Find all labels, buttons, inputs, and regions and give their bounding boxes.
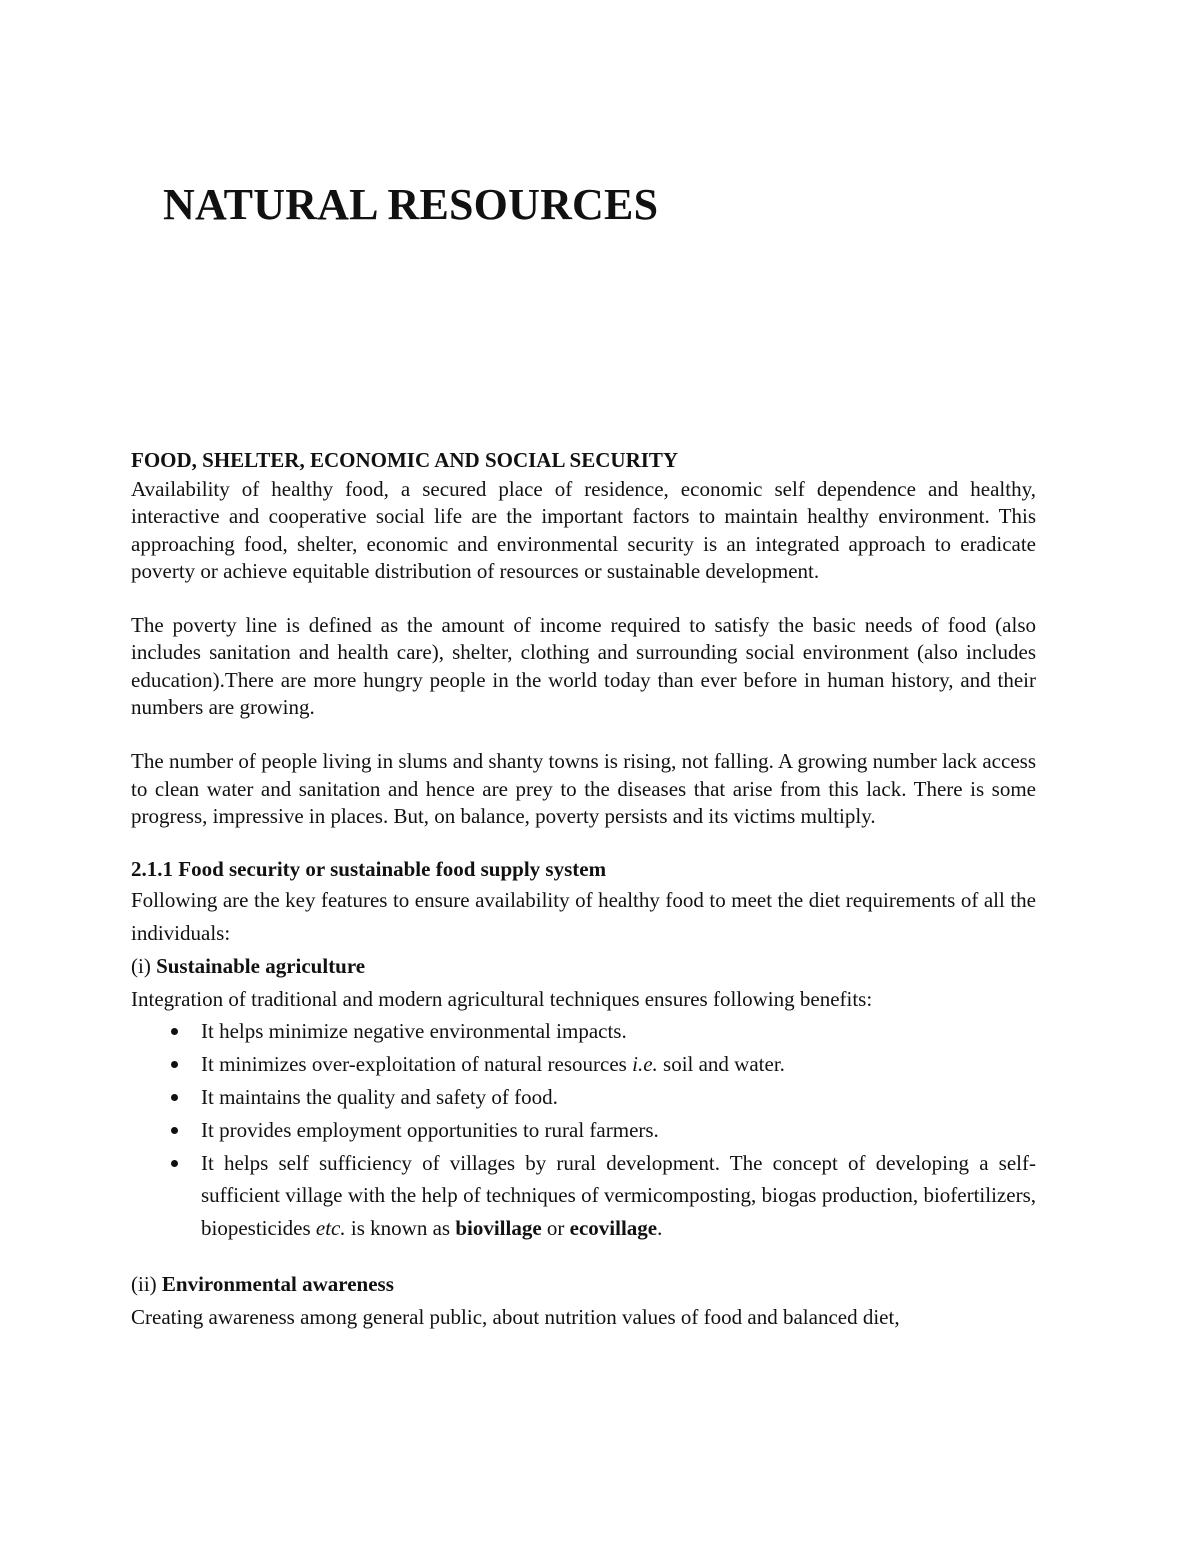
list-item: It helps minimize negative environmental impacts. (131, 1015, 1036, 1048)
list-item: It minimizes over-exploitation of natural resources i.e. soil and water. (131, 1048, 1036, 1081)
paragraph-intro: Availability of healthy food, a secured place of residence, economic self dependence and healthy, interactive and cooperative social life are the important factors to maintain healthy environment. This approaching food, shelter, economic and environmental security is an integrated approach to eradicate poverty or achieve equitable distribution of resources or sustainable development. (131, 477, 1036, 583)
subsection-heading: 2.1.1 Food security or sustainable food supply system (131, 857, 607, 882)
paragraph-poverty-line: The poverty line is defined as the amount of income required to satisfy the basic needs of food (also includes sanitation and health care), shelter, clothing and surrounding social environment (also includes education).There are more hungry people in the world today than ever before in human history, and their numbers are growing. (131, 613, 1036, 720)
sustainable-agriculture-intro: Integration of traditional and modern agricultural techniques ensures following benefits: (131, 986, 873, 1011)
sustainable-agriculture-heading (131, 950, 1036, 983)
bullet-icon (171, 1061, 178, 1068)
paragraph-slums: The number of people living in slums and shanty towns is rising, not falling. A growing number lack access to clean water and sanitation and hence are prey to the diseases that arise from this lack. There is some progress, impressive in places. But, on balance, poverty persists and its victims multiply. (131, 749, 1036, 828)
section-heading: FOOD, SHELTER, ECONOMIC AND SOCIAL SECURITY (131, 448, 679, 472)
subheading-title: Environmental awareness (161, 1272, 394, 1297)
bullet-icon (171, 1028, 178, 1035)
bullet-icon (171, 1160, 178, 1167)
page-title: NATURAL RESOURCES (163, 180, 659, 229)
numeral: (i) (131, 953, 157, 978)
numeral: (ii) (131, 1272, 162, 1297)
bullet-icon (171, 1127, 178, 1134)
subsection-intro: Following are the key features to ensure availability of healthy food to meet the diet requirements of all the individuals: (131, 888, 1036, 946)
list-item: It maintains the quality and safety of food. (131, 1081, 1036, 1114)
list-item: It helps self sufficiency of villages by rural development. The concept of developing a self-sufficient village with the help of techniques of vermicomposting, biogas production, biofertilizers, biopesticides etc. is known as biovillage or ecovillage. (131, 1147, 1036, 1245)
environmental-awareness-heading (131, 1268, 1036, 1301)
environmental-awareness-text: Creating awareness among general public, about nutrition values of food and balanced diet, (131, 1304, 900, 1329)
bullet-icon (171, 1094, 178, 1101)
document-body (131, 444, 1036, 1334)
subheading-title: Sustainable agriculture (156, 953, 366, 978)
list-item: It provides employment opportunities to rural farmers. (131, 1114, 1036, 1147)
benefits-list (131, 1015, 1036, 1245)
